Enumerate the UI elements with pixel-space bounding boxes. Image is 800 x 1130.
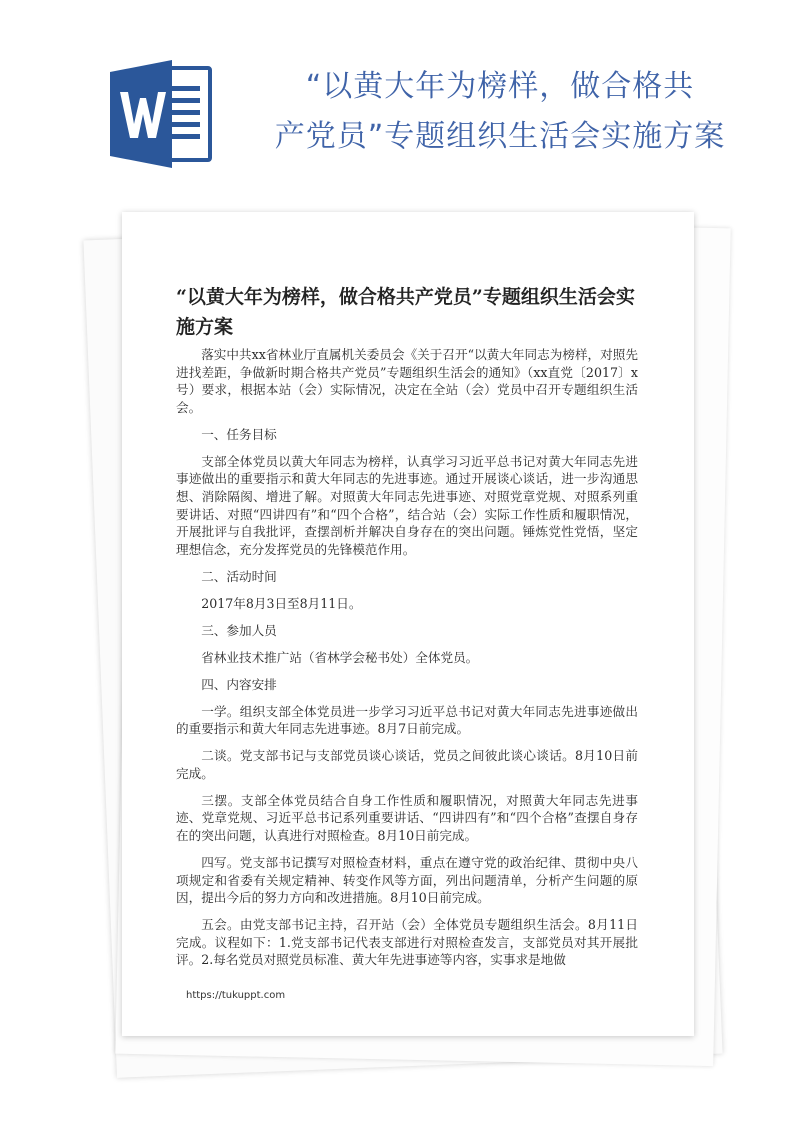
goals-paragraph: 支部全体党员以黄大年同志为榜样，认真学习习近平总书记对黄大年同志先进事迹做出的重要指示和黄大年同志的先进事迹。通过开展谈心谈话，进一步沟通思想、消除隔阂、增进了解。对照黄大年同志先进事迹、对照党章党规、对照系列重要讲话、对照“四讲四有”和“四个合格”，结合站（会）实际工作性质和履职情况，开展批评与自我批评，查摆剖析并解决自身存在的突出问题。锤炼党性党悟，坚定理想信念，充分发挥党员的先锋模范作用。 bbox=[176, 453, 638, 557]
document-page bbox=[122, 212, 694, 1036]
content-item-talk: 二谈。党支部书记与支部党员谈心谈话，党员之间彼此谈心谈话。8月10日前完成。 bbox=[176, 748, 638, 781]
document-body bbox=[176, 346, 638, 978]
section-heading-content: 四、内容安排 bbox=[201, 676, 277, 692]
time-paragraph: 2017年8月3日至8月11日。 bbox=[201, 595, 362, 611]
content-item-write: 四写。党支部书记撰写对照检查材料，重点在遵守党的政治纪律、贯彻中央八项规定和省委有关规定精神、转变作风等方面，列出问题清单，分析产生问题的原因，提出今后的努力方向和改进措施。8月10日前完成。 bbox=[176, 854, 638, 906]
participants-paragraph: 省林业技术推广站（省林学会秘书处）全体党员。 bbox=[201, 649, 479, 665]
word-document-icon bbox=[110, 58, 218, 170]
section-heading-time: 二、活动时间 bbox=[201, 568, 277, 584]
content-item-meeting: 五会。由党支部书记主持，召开站（会）全体党员专题组织生活会。8月11日完成。议程如下：1.党支部书记代表支部进行对照检查发言，支部党员对其开展批评。2.每名党员对照党员标准、黄大年先进事迹等内容，实事求是地做 bbox=[176, 917, 638, 968]
content-item-study: 一学。组织支部全体党员进一步学习习近平总书记对黄大年同志先进事迹做出的重要指示和黄大年同志先进事迹。8月7日前完成。 bbox=[176, 703, 638, 737]
footer-url: https://tukuppt.com bbox=[186, 990, 286, 1001]
document-title: “以黄大年为榜样，做合格共产党员”专题组织生活会实施方案 bbox=[176, 286, 635, 338]
header-title-line-1: “以黄大年为榜样，做合格共 bbox=[305, 69, 695, 104]
section-heading-goals: 一、任务目标 bbox=[201, 426, 277, 442]
section-heading-participants: 三、参加人员 bbox=[201, 622, 277, 638]
header-title-line-2: 产党员”专题组织生活会实施方案 bbox=[274, 119, 726, 154]
content-item-review: 三摆。支部全体党员结合自身工作性质和履职情况，对照黄大年同志先进事迹、党章党规、习近平总书记系列重要讲话、“四讲四有”和“四个合格”查摆自身存在的突出问题，认真进行对照检查。8月10日前完成。 bbox=[176, 792, 638, 843]
intro-paragraph: 落实中共xx省林业厅直属机关委员会《关于召开“以黄大年同志为榜样，对照先进找差距，争做新时期合格共产党员”专题组织生活会的通知》（xx直党〔2017〕x号）要求，根据本站（会）实际情况，决定在全站（会）党员中召开专题组织生活会。 bbox=[176, 347, 638, 415]
header-title bbox=[230, 62, 770, 162]
